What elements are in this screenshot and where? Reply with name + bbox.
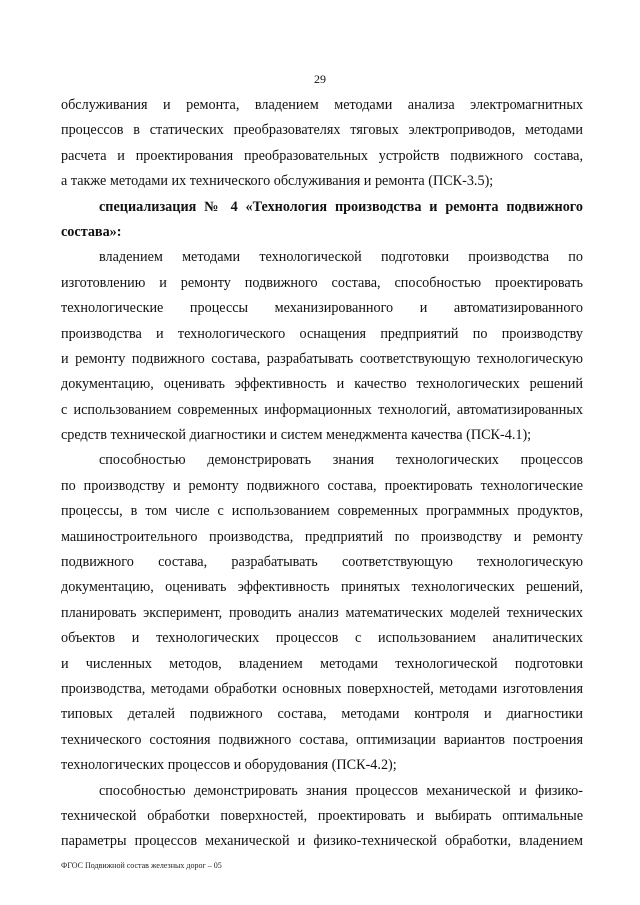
text-line: технического состояния подвижного состава, оптимизации вариантов построения: [61, 731, 583, 748]
page-number: 29: [314, 72, 326, 86]
text-line: производства и технологического оснащения предприятий по производству: [61, 325, 583, 342]
text-line: технической обработки поверхностей, проектировать и выбирать оптимальные: [61, 807, 583, 824]
text-line: способностью демонстрировать знания процессов механической и физико-: [99, 782, 583, 799]
text-line: способностью демонстрировать знания технологических процессов: [99, 452, 583, 469]
text-line: процессов в статических преобразователях тяговых электроприводов, методами: [61, 122, 583, 139]
document-footer: ФГОС Подвижной состав железных дорог – 05: [61, 861, 222, 870]
section-heading: состава»:: [61, 223, 122, 240]
text-line: подвижного состава, разрабатывать соответствующую технологическую: [61, 554, 583, 571]
text-line: объектов и технологических процессов с использованием аналитических: [61, 630, 583, 647]
text-line: документацию, оценивать эффективность и качество технологических решений: [61, 376, 583, 393]
text-line: средств технической диагностики и систем менеджмента качества (ПСК-4.1);: [61, 427, 532, 444]
text-line: производства, методами обработки основных поверхностей, методами изготовления: [61, 680, 583, 697]
text-line: параметры процессов механической и физико-технической обработки, владением: [61, 833, 583, 850]
text-line: изготовлению и ремонту подвижного состава, способностью проектировать: [61, 274, 583, 291]
text-line: и ремонту подвижного состава, разрабатывать соответствующую технологическую: [61, 350, 583, 367]
text-line: по производству и ремонту подвижного состава, проектировать технологические: [61, 477, 583, 494]
text-line: планировать эксперимент, проводить анализ математических моделей технических: [61, 604, 583, 621]
section-heading: специализация № 4 «Технология производства и ремонта подвижного: [99, 198, 583, 215]
text-line: процессы, в том числе с использованием современных программных продуктов,: [61, 503, 583, 520]
body-text: [61, 93, 583, 855]
text-line: типовых деталей подвижного состава, методами контроля и диагностики: [61, 706, 583, 723]
text-line: обслуживания и ремонта, владением методами анализа электромагнитных: [61, 97, 583, 113]
text-line: технологические процессы механизированного и автоматизированного: [61, 300, 583, 317]
text-line: документацию, оценивать эффективность принятых технологических решений,: [61, 579, 583, 596]
text-line: с использованием современных информационных технологий, автоматизированных: [61, 401, 583, 418]
text-line: машиностроительного производства, предприятий по производству и ремонту: [61, 528, 583, 545]
text-line: владением методами технологической подготовки производства по: [99, 249, 583, 266]
text-line: расчета и проектирования преобразовательных устройств подвижного состава,: [61, 147, 583, 164]
text-line: и численных методов, владением методами технологической подготовки: [61, 655, 583, 672]
text-line: технологических процессов и оборудования (ПСК-4.2);: [61, 757, 397, 774]
text-line: а также методами их технического обслуживания и ремонта (ПСК-3.5);: [61, 173, 494, 190]
